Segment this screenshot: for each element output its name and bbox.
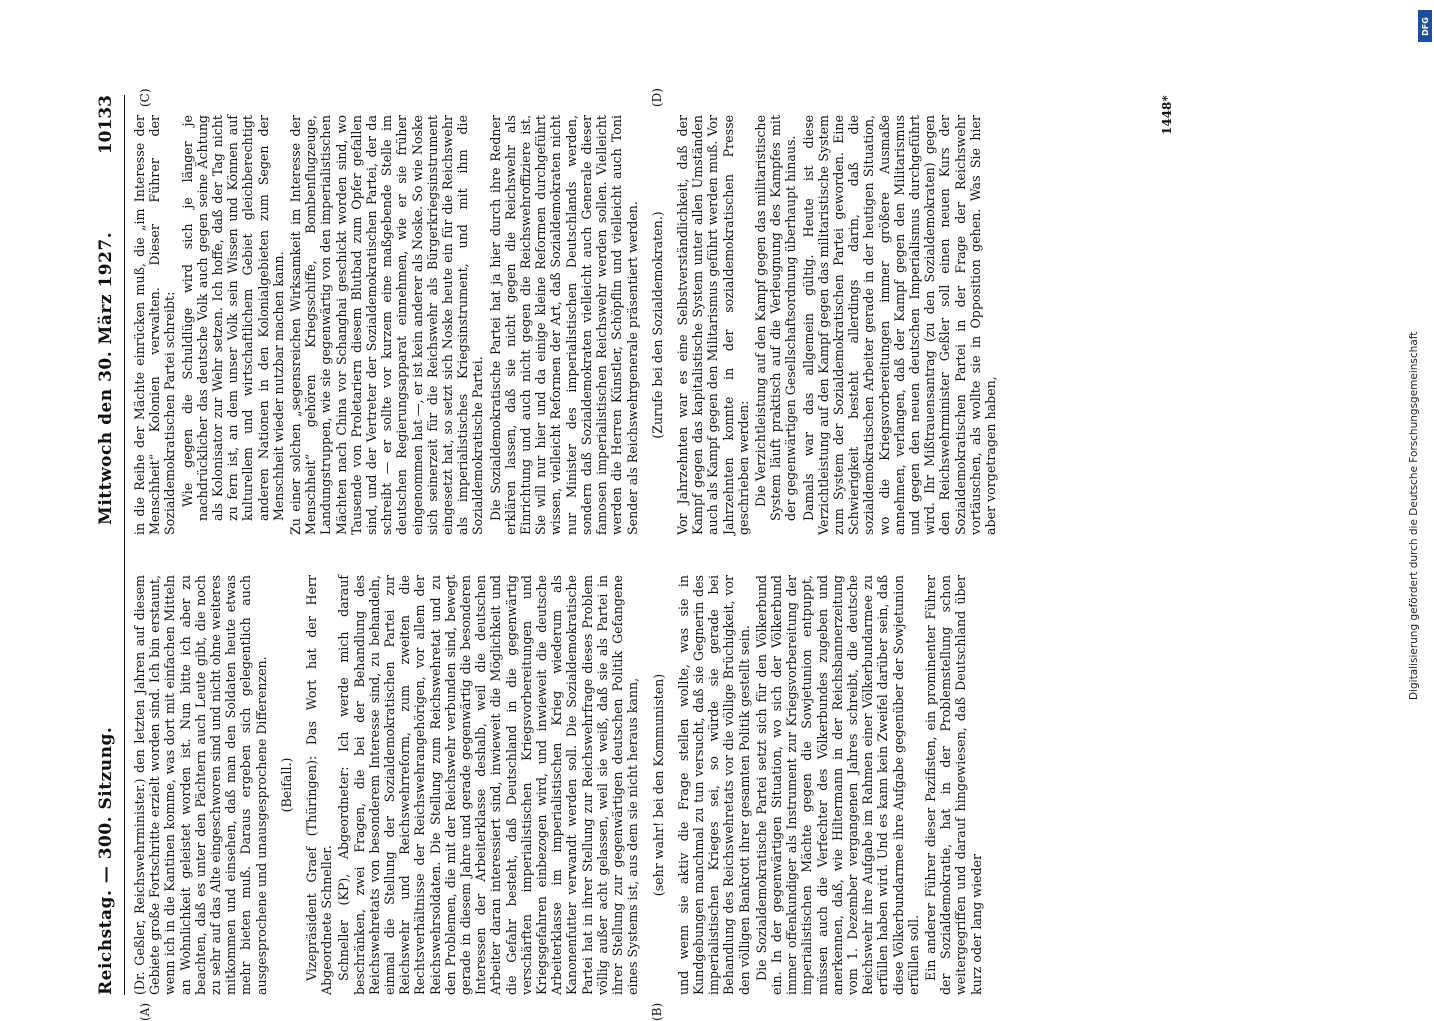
left-paragraph: Die Sozialdemokratische Partei setzt sich für den Völkerbund ein. In der gegenwärtigen Situation, wo sich der Völkerbund immer offenkundiger als Instrument zur Kriegsvorbereitung der imperialistischen Mächte gegen die Sowjetunion entpuppt, müssen auch die Verfechter des Völkerbundes zugeben und anerkennen, daß, wie Hiltermann in der Reichsbannerzeitung vom 1. Dezember vergangenen Jahres schreibt, die deutsche Reichswehr ihre Aufgabe im Rahmen einer Völkerbundarmee zu erfüllen haben wird. Und es kann kein Zweifel darüber sein, daß diese Völkerbundarmee ihre Aufgabe gegenüber der Sowjetunion erfüllen soll. [753, 575, 921, 995]
page-header [90, 95, 125, 995]
left-paragraph: Schneller (KP), Abgeordneter: Ich werde mich darauf beschränken, zwei Fragen, die bei der Behandlung des Reichswehretats von besonderem Interesse sind, zu behandeln, einmal die Stellung der Sozialdemokratischen Partei zur Reichswehr und Reichswehrreform, zum zweiten die Rechtsverhältnisse der Reichswehrangehörigen, vor allem der Reichswehrsoldaten. Die Stellung zum Reichswehretat und zu den Problemen, die mit der Reichswehr verbunden sind, bewegt gerade in diesem Jahre und gerade gegenwärtig die besonderen Interessen der Arbeiterklasse deshalb, weil die deutschen Arbeiter daran interessiert sind, inwieweit die Möglichkeit und die Gefahr besteht, daß Deutschland in die gegenwärtig verschärften imperialistischen Kriegsvorbereitungen und Kriegsgefahren einbezogen wird, und inwieweit die deutsche Arbeiterklasse im imperialistischen Krieg wiederum als Kanonenfutter verwandt werden soll. Die Sozialdemokratische Partei hat in ihrer Stellung zur Reichswehrfrage dieses Problem völlig außer acht gelassen, weil sie weiß, daß sie als Partei in ihrer Stellung zur gegenwärtigen deutschen Politik Gefangene eines Systems ist, aus dem sie nicht heraus kann, [336, 575, 641, 995]
left-paragraph: und wenn sie aktiv die Frage stellen wollte, was sie in Kundgebungen manchmal zu tun versucht, daß sie Gegnerin des imperialistischen Krieges sei, so würde sie gerade bei Behandlung des Reichswehretats vor die völlige Brüchigkeit, vor den völligen Bankrott ihrer gesamten Politik gestellt sein. [675, 575, 752, 995]
margin-marker-a: (A) [138, 1002, 152, 1021]
margin-marker-c: (C) [138, 88, 152, 107]
right-paragraph: Die Verzichtleistung auf den Kampf gegen das militaristische System läuft praktisch auf die Verleugnung des Kampfes mit der gegenwärtigen Gesellschaftsordnung überhaupt hinaus. [752, 115, 799, 521]
right-paragraph: Zu einer solchen „segensreichen Wirksamkeit im Interesse der Menschheit“ gehören Kriegsschiffe, Bombenflugzeuge, Landungstruppen, wie sie gegenwärtig von den imperialistischen Mächten nach China vor Schanghai geschickt worden sind, wo Tausende von Proletariern diesem Blutbad zum Opfer gefallen sind, und der Vertreter der Sozialdemokratischen Partei, der da schreibt — er sollte vor kurzem eine maßgebende Stelle im deutschen Regierungsapparat einnehmen, wie er sie früher eingenommen hat —, er ist kein anderer als Noske. So wie Noske sich seinerzeit für die Reichswehr als Bürgerkriegsinstrument eingesetzt hat, so setzt sich Noske heute ein für die Reichswehr als imperialistisches Kriegsinstrument, und mit ihm die Sozialdemokratische Partei. [288, 115, 486, 535]
digitization-credit [1402, 10, 1430, 990]
left-paragraph: Vizepräsident Graef (Thüringen): Das Wort hat der Herr Abgeordnete Schneller. [304, 575, 335, 995]
right-paragraph: (Zurufe bei den Sozialdemokraten.) [649, 211, 665, 439]
right-paragraph: Wie gegen die Schuldlüge wird sich je länger je nachdrücklicher das deutsche Volk auch gegen seine Ächtung als Kolonisator zur Wehr setzen. Ich hoffe, daß der Tag nicht zu fern ist, an dem unser Volk sein Wissen und Können auf kulturellem und wirtschaftlichem Gebiet gleichberechtigt anderen Nationen in den Kolonialgebieten zum Segen der Menschheit wieder nutzbar machen kann. [179, 115, 286, 521]
page-number: 10133 [96, 95, 116, 155]
dfg-logo: DFG [1418, 10, 1432, 42]
header-date: Mittwoch den 30. März 1927. [96, 231, 116, 525]
left-paragraph: (sehr wahr! bei den Kommunisten) [650, 673, 666, 897]
signature-number: 1448* [1160, 95, 1174, 135]
right-paragraph: in die Reihe der Mächte einrücken muß, die „im Interesse der Menschheit“ Kolonien verwalten. Dieser Führer der Sozialdemokratischen Partei schreibt: [132, 115, 178, 535]
left-column [132, 575, 986, 995]
left-paragraph: (Beifall.) [278, 757, 294, 813]
right-paragraph: Die Sozialdemokratische Partei hat ja hier durch ihre Redner erklären lassen, daß sie nicht gegen die Reichswehr als Einrichtung und auch nicht gegen die Reichswehroffiziere ist. Sie will nur hier und da einige kleine Reformen durchgeführt wissen, vielleicht Reformen der Art, daß Sozialdemokraten nicht nur Minister des imperialistischen Deutschlands werden, sondern daß Sozialdemokraten vielleicht auch Generale dieser famosen imperialistischen Reichswehr werden sollen. Vielleicht werden die Herren Künstler, Schöpflin und vielleicht auch Toni Sender als Reichswehrgenerale präsentiert werden. [487, 115, 640, 535]
right-paragraph: Vor Jahrzehnten war es eine Selbstverständlichkeit, daß der Kampf gegen das kapitalistische System unter allen Umständen auch als Kampf gegen den Militarismus geführt werden muß. Vor Jahrzehnten konnte in der sozialdemokratischen Presse geschrieben werden: [674, 115, 751, 535]
header-session: Reichstag. — 300. Sitzung. [96, 726, 116, 995]
margin-marker-b: (B) [650, 1002, 664, 1021]
right-column [132, 115, 1000, 535]
right-paragraph: Damals war das allgemein gültig. Heute ist diese Verzichtleistung auf den Kampf gegen das militaristische System zum System der Sozialdemokratischen Partei geworden. Eine Schwierigkeit besteht allerdings darin, daß die sozialdemokratischen Arbeiter gerade in der heutigen Situation, wo die Kriegsvorbereitungen immer größere Ausmaße annehmen, verlangen, daß der Kampf gegen den Militarismus und gegen den neuen deutschen Imperialismus durchgeführt wird. Ihr Mißtrauensantrag (zu den Sozialdemokraten) gegen den Reichswehrminister Geßler soll einen neuen Kurs der Sozialdemokratischen Partei in der Frage der Reichswehr vortäuschen, als wollte sie in Opposition gehen. Was Sie hier aber vorgetragen haben, [800, 115, 998, 535]
left-paragraph: Ein anderer Führer dieser Pazifisten, ein prominenter Führer der Sozialdemokratie, hat in der Problemstellung schon weitergegriffen und darauf hingewiesen, daß Deutschland über kurz oder lang wieder [922, 575, 984, 995]
left-paragraph: (Dr. Geßler, Reichswehrminister.) den letzten Jahren auf diesem Gebiete große Fortschritte erzielt worden sind. Ich bin erstaunt, wenn ich in die Kantinen komme, was dort mit einfachen Mitteln an Wohnlichkeit geleistet worden ist. Nun bitte ich aber zu beachten, daß es unter den Pächtern auch Leute gibt, die noch zu sehr auf das Alte eingeschworen sind und nicht ohne weiteres mitkommen und einsehen, daß man den Soldaten heute etwas mehr bieten muß. Daraus ergeben sich gelegentlich auch ausgesprochene und unausgesprochene Differenzen. [132, 575, 269, 995]
margin-marker-d: (D) [650, 88, 664, 107]
credit-text: Digitalisierung gefördert durch die Deutsche Forschungsgemeinschaft [1408, 331, 1420, 700]
rotated-page [90, 88, 1330, 1021]
